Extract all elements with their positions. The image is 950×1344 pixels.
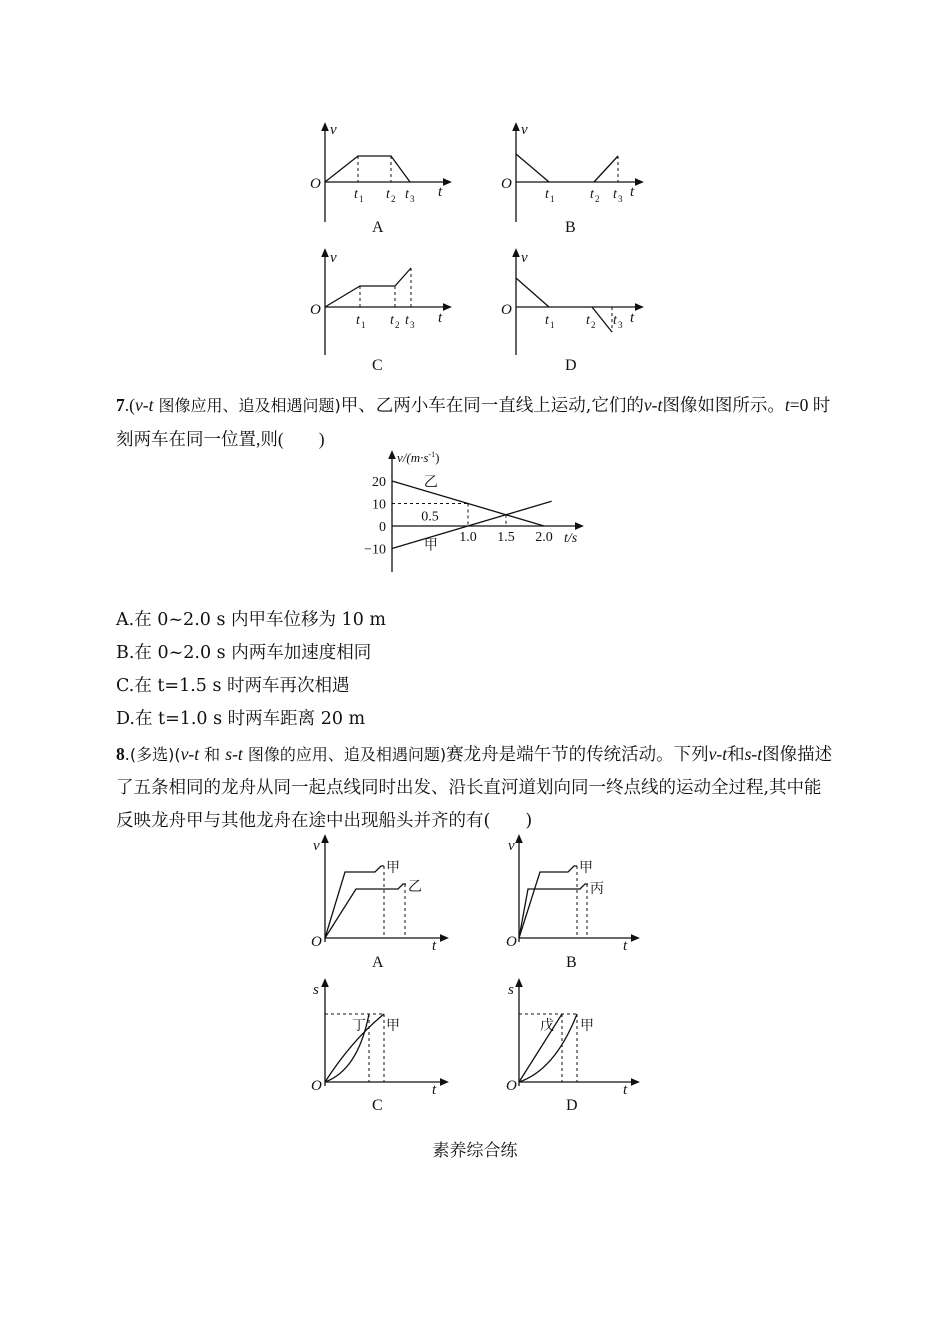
svg-text:t: t [623,1082,628,1098]
svg-text:O: O [311,1078,322,1094]
q8-label-a: A [372,954,384,971]
q7-ytick-1: 10 [372,497,386,513]
q6-graph-c [310,250,448,374]
svg-text:t: t [630,184,635,200]
svg-text:O: O [310,176,321,192]
q6-label-b: B [565,219,576,236]
svg-text:O: O [501,302,512,318]
svg-text:2: 2 [395,320,400,330]
svg-text:s: s [508,982,514,998]
q7-stem: 7.(v-t 图像应用、追及相遇问题)甲、乙两小车在同一直线上运动,它们的v-t图像如图所示。t=0 时刻两车在同一位置,则( ) [116,395,831,449]
svg-text:t: t [438,310,443,326]
q7-xlabel: t/s [564,531,578,546]
q6-graph-d [501,250,640,374]
q8-graph-a [311,838,445,971]
svg-text:O: O [506,934,517,950]
svg-text:1: 1 [550,194,555,204]
section-heading: 素养综合练 [432,1141,518,1161]
svg-text:v: v [330,250,337,266]
q7-option-b[interactable]: B.在 0~2.0 s 内两车加速度相同 [116,643,372,663]
svg-text:3: 3 [618,194,623,204]
svg-text:v: v [330,122,337,138]
svg-text:v: v [313,838,320,854]
q7-xtick-1: 1.0 [459,530,477,545]
svg-text:t: t [613,187,617,202]
q8-stem: 8.(多选)(v-t 和 s-t 图像的应用、追及相遇问题)赛龙舟是端午节的传统活动。下列v-t和s-t图像描述了五条相同的龙舟从同一起点线同时出发、沿长直河道划向同一终点线的运动全过程,其中能反映龙舟甲与其他龙舟在途中出现船头并齐的有( ) [116,744,833,831]
svg-text:t: t [432,1082,437,1098]
q8-figures [0,834,950,1124]
svg-text:O: O [310,302,321,318]
q6-label-c: C [372,357,383,374]
q7-xtick-0: 0.5 [421,509,439,525]
q7-ytick-3: −10 [364,542,386,558]
svg-text:s: s [313,982,319,998]
q6-label-a: A [372,219,384,236]
q7-ytick-0: 20 [372,475,386,490]
svg-text:t: t [613,313,617,328]
svg-text:t: t [586,313,590,328]
q8-label-d: D [566,1097,578,1114]
svg-text:1: 1 [361,320,366,330]
svg-text:v: v [508,838,515,854]
svg-text:3: 3 [618,320,623,330]
svg-text:t: t [405,313,409,328]
svg-text:甲: 甲 [386,861,400,876]
q7-series-yi [392,481,544,526]
q7-xtick-3: 2.0 [535,530,553,545]
svg-text:t: t [545,187,549,202]
q6-graph-b [501,122,640,236]
svg-text:甲: 甲 [580,1019,594,1034]
q6-label-d: D [565,357,577,374]
svg-text:t: t [356,313,360,328]
svg-text:乙: 乙 [408,880,422,895]
svg-text:t: t [390,313,394,328]
svg-text:O: O [506,1078,517,1094]
q7-chart [0,448,950,588]
q8-graph-b [506,838,636,971]
q8-graph-c [311,982,445,1114]
q7-option-d[interactable]: D.在 t=1.0 s 时两车距离 20 m [116,709,366,729]
svg-text:3: 3 [410,194,415,204]
svg-text:t: t [630,310,635,326]
svg-text:丙: 丙 [590,882,604,897]
svg-text:O: O [501,176,512,192]
q7-ytick-2: 0 [379,520,386,535]
svg-text:t: t [405,187,409,202]
q7-option-a[interactable]: A.在 0~2.0 s 内甲车位移为 10 m [116,610,386,630]
svg-text:甲: 甲 [386,1019,400,1034]
svg-text:t: t [386,187,390,202]
svg-text:t: t [623,938,628,954]
svg-text:t: t [432,938,437,954]
q7-series-label-jia: 甲 [423,538,438,554]
svg-text:1: 1 [359,194,364,204]
svg-text:甲: 甲 [579,861,593,876]
svg-text:t: t [438,184,443,200]
q8-graph-d [506,982,636,1114]
svg-text:t: t [354,187,358,202]
svg-text:丁: 丁 [352,1019,366,1034]
svg-text:2: 2 [591,320,596,330]
q7-option-c[interactable]: C.在 t=1.5 s 时两车再次相遇 [116,676,350,696]
svg-text:2: 2 [595,194,600,204]
q8-label-c: C [372,1097,383,1114]
svg-text:v: v [521,250,528,266]
svg-text:戊: 戊 [540,1019,554,1034]
svg-text:O: O [311,934,322,950]
svg-text:t: t [545,313,549,328]
svg-text:v: v [521,122,528,138]
svg-text:1: 1 [550,320,555,330]
svg-text:3: 3 [410,320,415,330]
svg-text:t: t [590,187,594,202]
svg-text:2: 2 [391,194,396,204]
q8-label-b: B [566,954,577,971]
q6-graph-a [310,122,448,236]
q7-xtick-2: 1.5 [497,530,515,545]
q7-series-label-yi: 乙 [423,475,438,491]
q7-ylabel: $v/(m\cdot s^{-1})$ [397,450,440,465]
